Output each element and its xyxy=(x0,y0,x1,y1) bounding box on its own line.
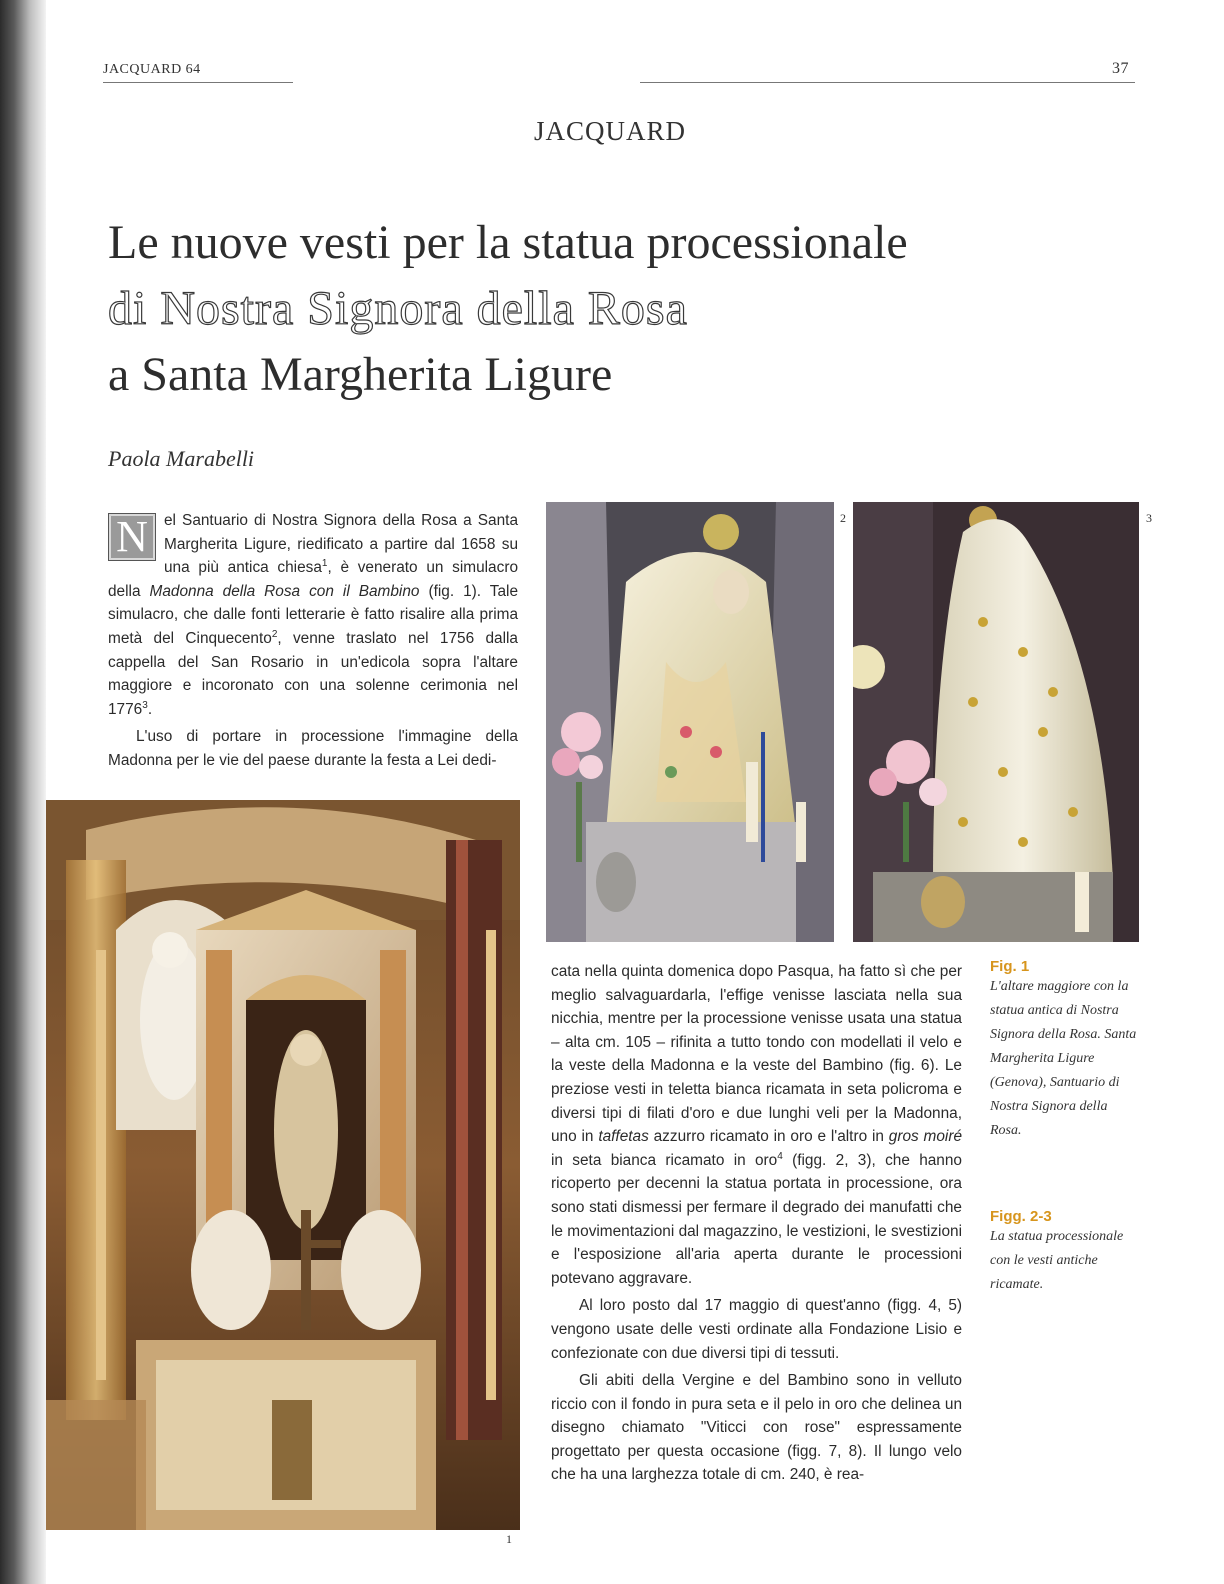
title-line-1: Le nuove vesti per la statua processionale xyxy=(108,216,908,269)
drop-cap: N xyxy=(108,513,156,561)
caption-fig-1-text: L'altare maggiore con la statua antica di Nostra Signora della Rosa. Santa Margherita Ligure (Genova), Santuario di Nostra Signora della Rosa. xyxy=(990,979,1137,1138)
book-spine-shadow xyxy=(0,0,46,1584)
footnote-ref-1: 1 xyxy=(321,558,328,570)
footnote-ref-3: 3 xyxy=(142,699,148,711)
statue-back-illustration xyxy=(853,502,1139,942)
figure-2-statue-front-photo xyxy=(546,502,834,942)
author-name: Paola Marabelli xyxy=(108,446,255,471)
article-title xyxy=(108,210,1108,408)
section-heading: JACQUARD xyxy=(533,116,687,146)
figure-2-number: 2 xyxy=(840,511,846,525)
caption-fig-1-label: Fig. 1 xyxy=(990,958,1030,975)
column-2-text: cata nella quinta domenica dopo Pasqua, ha fatto sì che per meglio salvaguardarla, l'effige venisse lasciata nella sua nicchia, mentre per la processione venisse usata una statua – alta cm. 105 – rifinita a tutto tondo con modellati il velo e la veste della Madonna e la veste del Bambino (fig. 6). Le preziose vesti in teletta bianca ricamata in seta policroma e diversi tipi di filati d'oro e due lunghi veli per la Madonna, uno in taffetas azzurro ricamato in oro e l'altro in gros moiré in seta bianca ricamato in oro$^4$ (figg. 2, 3), che hanno ricoperto per decenni la statua portata in processione, ora sono stati dismessi per fermare il degrado dei manufatti che le movimentazioni dal magazzino, le vestizioni, le svestizioni e l'esposizione all'aria aperta durante le processioni potevano aggravare. Al loro posto dal 17 maggio di quest'anno (figg. 4, 5) vengono usate delle vesti ordinate alla Fondazione Lisio e confezionate con due diversi tipi di tessuti. Gli abiti della Vergine e del Bambino sono in velluto riccio con il fondo in pura seta e il pelo in oro che delinea un disegno chiamato "Viticci con rose" espressamente progettato per questa occasione (figg. 7, 8). Il lungo velo che ha una larghezza totale di cm. 240, è rea- xyxy=(551,960,962,1487)
caption-fig-2-3-label: Figg. 2-3 xyxy=(990,1208,1052,1225)
footnote-ref-2: 2 xyxy=(271,628,278,640)
footnote-ref-4: 4 xyxy=(777,1150,783,1162)
column-1-text: N el Santuario di Nostra Signora della Rosa a Santa Margherita Ligure, riedificato a partire dal 1658 su una più antica chiesa$^1$, è venerato un simulacro della Madonna della Rosa con il Bambino (fig. 1). Tale simulacro, che dalle fonti letterarie è fatto risalire alla prima metà del Cinquecento$^2$, venne traslato nel 1756 dalla cappella del San Rosario in un'edicola sopra l'altare maggiore e incoronato con una solenne cerimonia nel 1776$^3$. L'uso di portare in processione l'immagine della Madonna per le vie del paese durante la festa a Lei dedi- xyxy=(108,509,518,773)
caption-fig-1 xyxy=(990,958,1140,1143)
page-number: 37 xyxy=(1112,60,1129,77)
figure-1-altar-photo xyxy=(46,800,520,1530)
title-line-3: a Santa Margherita Ligure xyxy=(108,348,613,401)
altar-illustration xyxy=(46,800,520,1530)
statue-front-illustration xyxy=(546,502,834,942)
header-rule-left xyxy=(103,82,293,83)
running-header-journal: JACQUARD 64 xyxy=(103,62,201,77)
figure-3-statue-back-photo xyxy=(853,502,1139,942)
figure-3-number: 3 xyxy=(1146,511,1152,525)
figure-1-number: 1 xyxy=(506,1532,512,1546)
caption-fig-2-3 xyxy=(990,1208,1140,1297)
caption-fig-2-3-text: La statua processionale con le vesti antiche ricamate. xyxy=(990,1229,1124,1292)
col2-paragraph-3: Gli abiti della Vergine e del Bambino sono in velluto riccio con il fondo in pura seta e il pelo in oro che delinea un disegno chiamato "Viticci con rose" espressamente progettato per questa occasione (figg. 7, 8). Il lungo velo che ha una larghezza totale di cm. 240, è rea- xyxy=(551,1372,962,1484)
title-line-2: di Nostra Signora della Rosa xyxy=(108,282,688,335)
header-rule-right xyxy=(640,82,1135,83)
col1-paragraph-2: L'uso di portare in processione l'immagine della Madonna per le vie del paese durante la festa a Lei dedi- xyxy=(108,728,518,769)
col2-paragraph-2: Al loro posto dal 17 maggio di quest'anno (figg. 4, 5) vengono usate delle vesti ordinate alla Fondazione Lisio e confezionate con due diversi tipi di tessuti. xyxy=(551,1297,962,1362)
